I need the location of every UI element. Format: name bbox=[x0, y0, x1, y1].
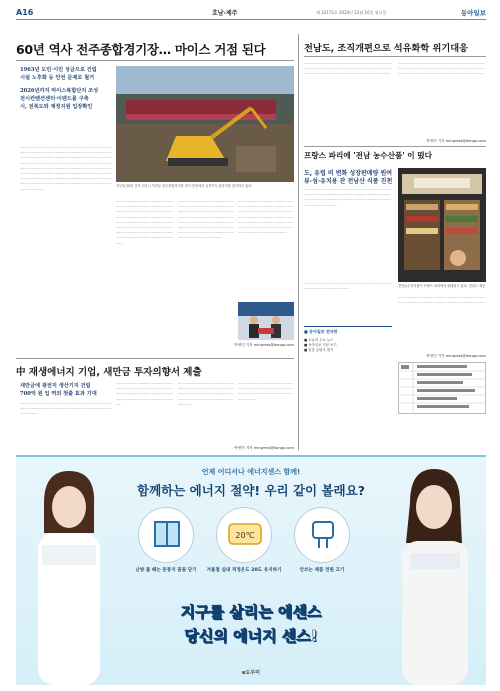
paris-store-graphic bbox=[398, 168, 486, 282]
ad-model-left bbox=[24, 463, 114, 685]
energy-saving-ad bbox=[16, 455, 486, 685]
article3-body-col1: ·················································································································································································································································································· bbox=[304, 188, 392, 208]
subhead: 전시컨벤션센터·이랜드몰 구축 bbox=[20, 96, 89, 102]
signing-ceremony-graphic bbox=[238, 302, 294, 340]
page-number: A16 bbox=[16, 8, 34, 17]
article2-body-col1: ·················································································································································································································································· bbox=[304, 62, 392, 77]
sidebox-info bbox=[304, 326, 392, 362]
column-divider bbox=[298, 34, 299, 450]
ad-chip-plug-icon bbox=[294, 507, 350, 563]
article1-body-col3: ·············································································································································································································································································································································································································· bbox=[178, 200, 233, 241]
article2-body-col2: ·················································································································································································································································· bbox=[398, 62, 486, 77]
sidebox-item[interactable]: ■ 동아일보 전문 보기 bbox=[304, 343, 337, 347]
ad-chip-label-2: 겨울철 실내 적정온도 20도 유지하기 bbox=[206, 568, 282, 573]
subhead: 시설 노후화 등 안전 문제로 철거 bbox=[20, 75, 95, 81]
article2-headline: 전남도, 조직개편으로 석유화학 위기대응 bbox=[304, 43, 468, 54]
sidebox-item[interactable]: ■ 맞춤 콘텐츠 찾기 bbox=[304, 348, 334, 352]
article1-byline: 박영민 기자 minpress@donga.com bbox=[234, 343, 294, 347]
article3-body-col1b: ··························································································································· bbox=[304, 282, 392, 292]
svg-text:20℃: 20℃ bbox=[235, 531, 255, 540]
article5-headline: 中 재생에너지 기업, 새만금 투자의향서 제출 bbox=[16, 367, 202, 378]
article5-subheads bbox=[20, 382, 115, 398]
section-title: 호남·제주 bbox=[212, 10, 238, 17]
paper-logo: 동아일보 bbox=[460, 9, 486, 17]
article5-body-col2: ························································································································································································································· bbox=[116, 382, 174, 407]
ad-chip-thermometer-icon bbox=[216, 507, 272, 563]
subhead: 2026년까지 마이스복합단지 조성 bbox=[20, 88, 99, 94]
article5-body-col3: ························································································································································································································· bbox=[178, 382, 233, 407]
article3-byline: 박영민 기자 minpress@donga.com bbox=[426, 354, 486, 358]
ad-sponsor: e도우미 bbox=[242, 670, 260, 676]
subhead: 700억 원 입 역외 첫출 효과 기대 bbox=[20, 391, 97, 397]
divider bbox=[304, 146, 486, 147]
stadium-demolition-photo bbox=[116, 66, 294, 182]
signing-ceremony-photo bbox=[238, 302, 294, 340]
subhead: 새만금에 광전지 생산기지 건립 bbox=[20, 383, 91, 389]
power-plug-icon bbox=[295, 508, 351, 564]
ad-top-text: 언제 어디서나 에너지센스 함께! bbox=[201, 468, 301, 476]
divider bbox=[16, 358, 294, 359]
ad-chip-label-1: 난방 틀 때는 문풍지 꼼꼼 닫기 bbox=[135, 568, 197, 573]
ad-chip-window-icon bbox=[138, 507, 194, 563]
subhead: 1963년 도민·시민 성금으로 건립 bbox=[20, 67, 97, 73]
article2-byline: 박영민 기자 minpress@donga.com bbox=[426, 139, 486, 143]
subhead: 시, 전북도와 재정지원 입장확인 bbox=[20, 104, 93, 110]
article1-body-col2: ·············································································································································································································································································································································································································································· bbox=[116, 200, 174, 246]
stadium-photo-caption: 지난달 20일 전북 전주시 덕진동 전주종합경기장 철거 현장에서 굴착기가 관중석을 철거하고 있다. bbox=[116, 184, 253, 188]
ad-model-right bbox=[388, 463, 480, 685]
divider bbox=[16, 60, 294, 61]
divider bbox=[304, 56, 486, 57]
paris-store-photo bbox=[398, 168, 486, 282]
sidebox-title: ■ 동아일보 전자판 bbox=[304, 329, 338, 334]
thermostat-icon bbox=[217, 508, 273, 564]
schedule-table-grid bbox=[399, 363, 485, 413]
article1-body-col1: ······························································································································································································································································································································································································································································································································································································································································································································ bbox=[20, 146, 112, 192]
article4-headline: 프랑스 파리에 '전남 농수산품' 이 떴다 bbox=[304, 151, 432, 160]
article1-body-col4: ······························································································································································································································································································································································· bbox=[238, 200, 293, 236]
article5-byline: 박영민 기자 minpress@donga.com bbox=[234, 446, 294, 450]
ad-chip-label-3: 안쓰는 제품 전원 끄기 bbox=[299, 568, 345, 573]
article3-headline-2: 뷰·섬·유치용 잔 전남산 식품 진천 bbox=[304, 178, 393, 185]
schedule-table bbox=[398, 362, 486, 414]
article3-body-col2: ································································································································································· bbox=[398, 296, 486, 306]
article5-body-col4: ········································································································································································· bbox=[238, 382, 293, 402]
issue-info: 제 32172호 2024년 12월 16일 월요일 bbox=[316, 10, 387, 15]
article1-headline: 60년 역사 전주종합경기장… 마이스 거점 된다 bbox=[16, 42, 266, 57]
ad-top-band bbox=[16, 455, 486, 457]
ad-slogan-line1: 지구를 살리는 에센스 bbox=[180, 603, 322, 621]
paris-photo-caption: 전남농수산식품이 프랑스 파리에서 판매되고 있다. 전남도 제공 bbox=[398, 284, 486, 288]
stadium-photo-graphic bbox=[116, 66, 294, 182]
sidebox-item[interactable]: ■ 오늘의 주요 뉴스 bbox=[304, 338, 334, 342]
ad-headline: 함께하는 에너지 절약! 우리 같이 볼래요? bbox=[137, 483, 365, 498]
ad-slogan-line2: 당신의 에너지 센스! bbox=[184, 627, 318, 645]
window-icon bbox=[139, 508, 195, 564]
article1-subheads bbox=[20, 66, 112, 111]
page-header bbox=[16, 6, 486, 20]
article5-body-col1: ·························································································································································································· bbox=[20, 402, 112, 417]
article3-headline: 도, 유럽 비 변화 성장판매량 원여 bbox=[304, 170, 393, 177]
